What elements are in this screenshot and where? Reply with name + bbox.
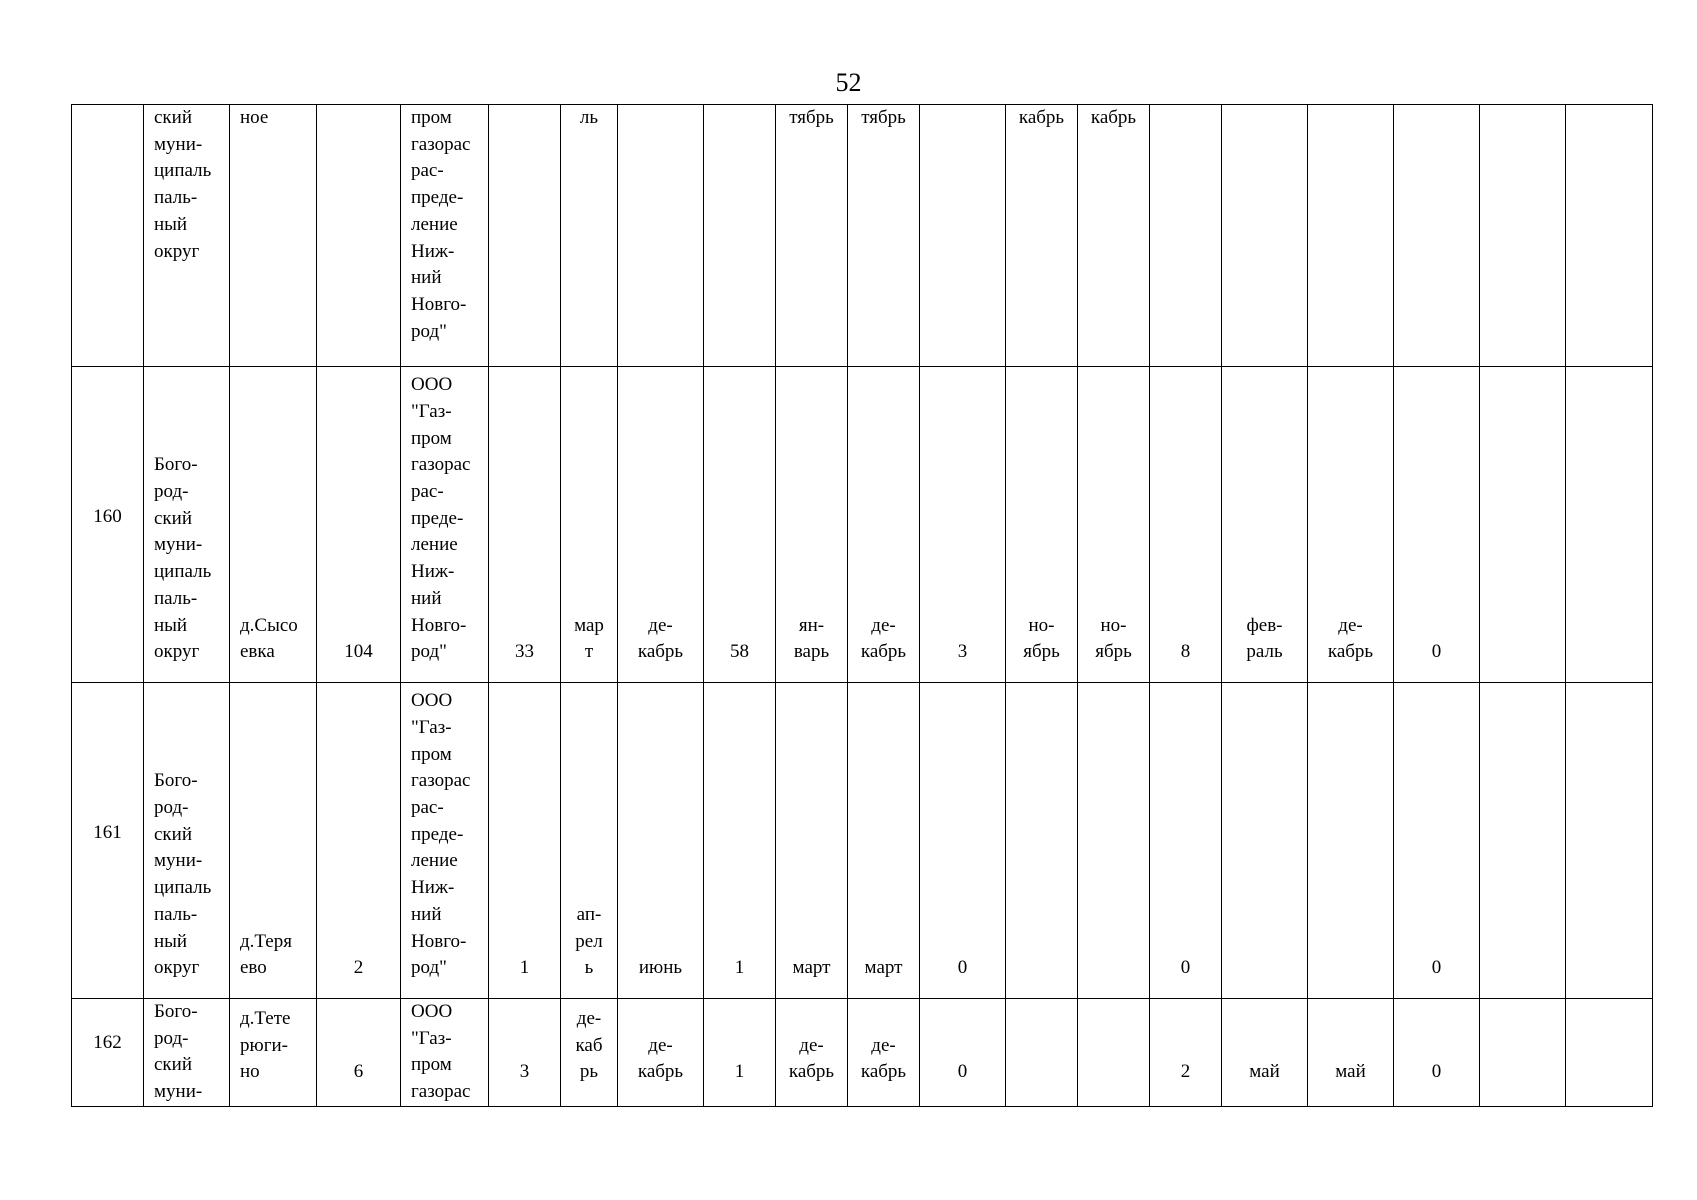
table-row [72, 105, 1653, 367]
cell-empty [1566, 367, 1653, 683]
cell-count: 6 [317, 999, 401, 1107]
cell-organization: пром газорас рас- преде- ление Ниж- ний Новго- род" [401, 105, 489, 367]
cell-month: но- ябрь [1078, 367, 1150, 683]
cell-month: кабрь [1078, 105, 1150, 367]
cell-month: де- кабрь [848, 999, 920, 1107]
cell-settlement: д.Тете рюги- но [230, 999, 317, 1107]
cell-settlement: д.Теря ево [230, 683, 317, 999]
cell-value [489, 105, 561, 367]
cell-row-number: 160 [72, 367, 144, 683]
cell-value [1394, 105, 1480, 367]
cell-district: Бого- род- ский муни- ципаль паль- ный округ [144, 683, 230, 999]
cell-month: июнь [618, 683, 704, 999]
cell-value: 0 [1394, 683, 1480, 999]
cell-value [920, 105, 1006, 367]
cell-month [1308, 683, 1394, 999]
cell-count: 104 [317, 367, 401, 683]
cell-value: 0 [1150, 683, 1222, 999]
cell-month: март [848, 683, 920, 999]
cell-settlement: д.Сысо евка [230, 367, 317, 683]
cell-count: 2 [317, 683, 401, 999]
cell-month: фев- раль [1222, 367, 1308, 683]
cell-organization: ООО "Газ- пром газорас рас- преде- ление Ниж- ний Новго- род" [401, 683, 489, 999]
cell-month: ап- рел ь [561, 683, 618, 999]
cell-empty [1566, 999, 1653, 1107]
cell-month [1006, 999, 1078, 1107]
cell-month: де- кабрь [618, 999, 704, 1107]
cell-month: май [1308, 999, 1394, 1107]
cell-month [1078, 683, 1150, 999]
cell-month [1308, 105, 1394, 367]
cell-month: де- кабрь [776, 999, 848, 1107]
cell-empty [1566, 683, 1653, 999]
cell-month: ль [561, 105, 618, 367]
cell-empty [1480, 367, 1566, 683]
data-table [71, 104, 1653, 1107]
cell-empty [1480, 105, 1566, 367]
cell-empty [1566, 105, 1653, 367]
cell-value: 3 [489, 999, 561, 1107]
cell-month: мар т [561, 367, 618, 683]
cell-month: март [776, 683, 848, 999]
table-row [72, 683, 1653, 999]
cell-month [1078, 999, 1150, 1107]
cell-value: 1 [704, 999, 776, 1107]
cell-value: 0 [1394, 367, 1480, 683]
cell-value: 2 [1150, 999, 1222, 1107]
cell-district: Бого- род- ский муни- [144, 999, 230, 1107]
cell-month [1222, 683, 1308, 999]
cell-count [317, 105, 401, 367]
cell-value: 3 [920, 367, 1006, 683]
cell-month: но- ябрь [1006, 367, 1078, 683]
cell-value: 0 [1394, 999, 1480, 1107]
cell-month: ян- варь [776, 367, 848, 683]
cell-organization: ООО "Газ- пром газорас [401, 999, 489, 1107]
cell-value [704, 105, 776, 367]
cell-district: ский муни- ципаль паль- ный округ [144, 105, 230, 367]
table-row [72, 999, 1653, 1107]
cell-value: 33 [489, 367, 561, 683]
cell-month [1006, 683, 1078, 999]
cell-value [1150, 105, 1222, 367]
cell-row-number: 161 [72, 683, 144, 999]
cell-month: тябрь [848, 105, 920, 367]
cell-settlement: ное [230, 105, 317, 367]
cell-empty [1480, 683, 1566, 999]
cell-month [618, 105, 704, 367]
cell-value: 1 [489, 683, 561, 999]
page-number: 52 [835, 68, 862, 97]
cell-empty [1480, 999, 1566, 1107]
cell-value: 1 [704, 683, 776, 999]
cell-value: 58 [704, 367, 776, 683]
cell-value: 0 [920, 999, 1006, 1107]
cell-month: май [1222, 999, 1308, 1107]
cell-row-number [72, 105, 144, 367]
cell-value: 8 [1150, 367, 1222, 683]
cell-district: Бого- род- ский муни- ципаль паль- ный округ [144, 367, 230, 683]
table-row [72, 367, 1653, 683]
cell-row-number: 162 [72, 999, 144, 1107]
cell-month: де- каб рь [561, 999, 618, 1107]
cell-month: де- кабрь [1308, 367, 1394, 683]
cell-month [1222, 105, 1308, 367]
cell-month: де- кабрь [848, 367, 920, 683]
cell-value: 0 [920, 683, 1006, 999]
cell-organization: ООО "Газ- пром газорас рас- преде- ление Ниж- ний Новго- род" [401, 367, 489, 683]
cell-month: тябрь [776, 105, 848, 367]
cell-month: кабрь [1006, 105, 1078, 367]
cell-month: де- кабрь [618, 367, 704, 683]
